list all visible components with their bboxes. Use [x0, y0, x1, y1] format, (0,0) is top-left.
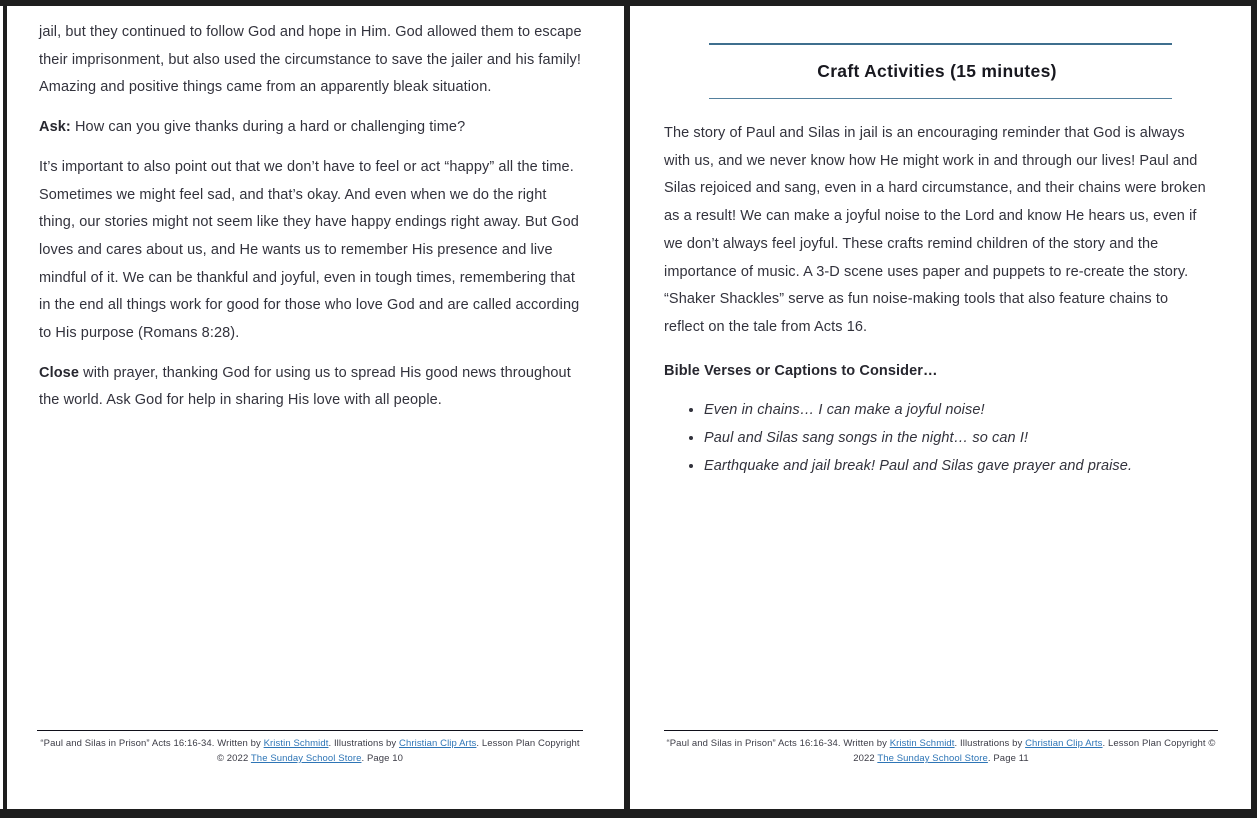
footer-text: . Illustrations by — [954, 738, 1026, 749]
close-text: with prayer, thanking God for using us to spread His good news throughout the world. Ask God for help in sharing His love with all people. — [39, 364, 571, 409]
footer-text: “Paul and Silas in Prison” Acts 16:16-34. Written by — [40, 738, 264, 749]
craft-intro-paragraph: The story of Paul and Silas in jail is an encouraging reminder that God is always with us, and we never know how He might work in and through our lives! Paul and Silas rejoiced and sang, even in a hard circumstance, and their chains were broken as a result! We can make a joyful noise to the Lord and know He hears us, even if we don’t always feel joyful. These crafts remind children of the story and the importance of music. A 3-D scene uses paper and puppets to re-create the story. “Shaker Shackles” serve as fun noise-making tools that also feature chains to reflect on the tale from Acts 16. — [664, 125, 1206, 335]
page-10-footer — [37, 730, 583, 766]
footer-author-link[interactable]: Kristin Schmidt — [889, 738, 955, 749]
paragraph-continuation: jail, but they continued to follow God and hope in Him. God allowed them to escape their imprisonment, but also used the circumstance to save the jailer and his family! Amazing and positive things came from an apparently bleak situation. — [39, 24, 582, 96]
close-label: Close — [39, 364, 79, 381]
page-11-footer — [664, 730, 1218, 766]
footer-illustrations-link[interactable]: Christian Clip Arts — [399, 738, 477, 749]
ask-label: Ask: — [39, 119, 71, 136]
heading-rule-bottom — [709, 98, 1172, 99]
page-11 — [630, 6, 1251, 809]
page-10 — [0, 6, 624, 809]
heading-rule-top — [709, 43, 1172, 45]
page-left-edge-line — [3, 6, 7, 809]
caption-item: • Earthquake and jail break! Paul and Silas gave prayer and praise. — [704, 453, 1210, 481]
footer-store-link[interactable]: The Sunday School Store — [250, 753, 362, 764]
footer-page-number: . Page 10 — [361, 753, 404, 764]
footer-text: . Lesson Plan Copyright © 2022 — [853, 738, 1216, 764]
page-11-content — [664, 6, 1210, 480]
page-gap-divider — [624, 0, 630, 818]
frame-bar-top — [0, 0, 1257, 6]
captions-list — [664, 397, 1210, 480]
ask-text: How can you give thanks during a hard or challenging time? — [70, 119, 466, 136]
footer-text: . Lesson Plan Copyright © 2022 — [216, 738, 580, 764]
close-paragraph — [39, 360, 583, 415]
frame-bar-bottom — [0, 809, 1257, 818]
caption-item: • Paul and Silas sang songs in the night… so can I! — [704, 425, 1210, 453]
ask-paragraph — [39, 114, 583, 142]
footer-store-link[interactable]: The Sunday School Store — [877, 753, 988, 764]
caption-item: • Even in chains… I can make a joyful noise! — [704, 397, 1210, 425]
footer-text: “Paul and Silas in Prison” Acts 16:16-34. Written by — [666, 738, 890, 749]
footer-page-number: . Page 11 — [987, 753, 1029, 764]
paragraph-important: It’s important to also point out that we don’t have to feel or act “happy” all the time. Sometimes we might feel sad, and that’s okay. And even when we do the right thing, our stories might not seem like they have happy endings right away. But God loves and cares about us, and He wants us to remember His presence and live mindful of it. We can be thankful and joyful, even in tough times, remembering that in the end all things work for good for those who love God and are called according to His purpose (Romans 8:28). — [39, 158, 580, 342]
page-10-content — [39, 19, 583, 427]
footer-text: . Illustrations by — [328, 738, 400, 749]
section-heading: Craft Activities (15 minutes) — [817, 61, 1057, 81]
frame-bar-right — [1251, 0, 1257, 818]
footer-illustrations-link[interactable]: Christian Clip Arts — [1025, 738, 1103, 749]
captions-list-heading: Bible Verses or Captions to Consider… — [664, 362, 938, 379]
footer-author-link[interactable]: Kristin Schmidt — [263, 738, 329, 749]
